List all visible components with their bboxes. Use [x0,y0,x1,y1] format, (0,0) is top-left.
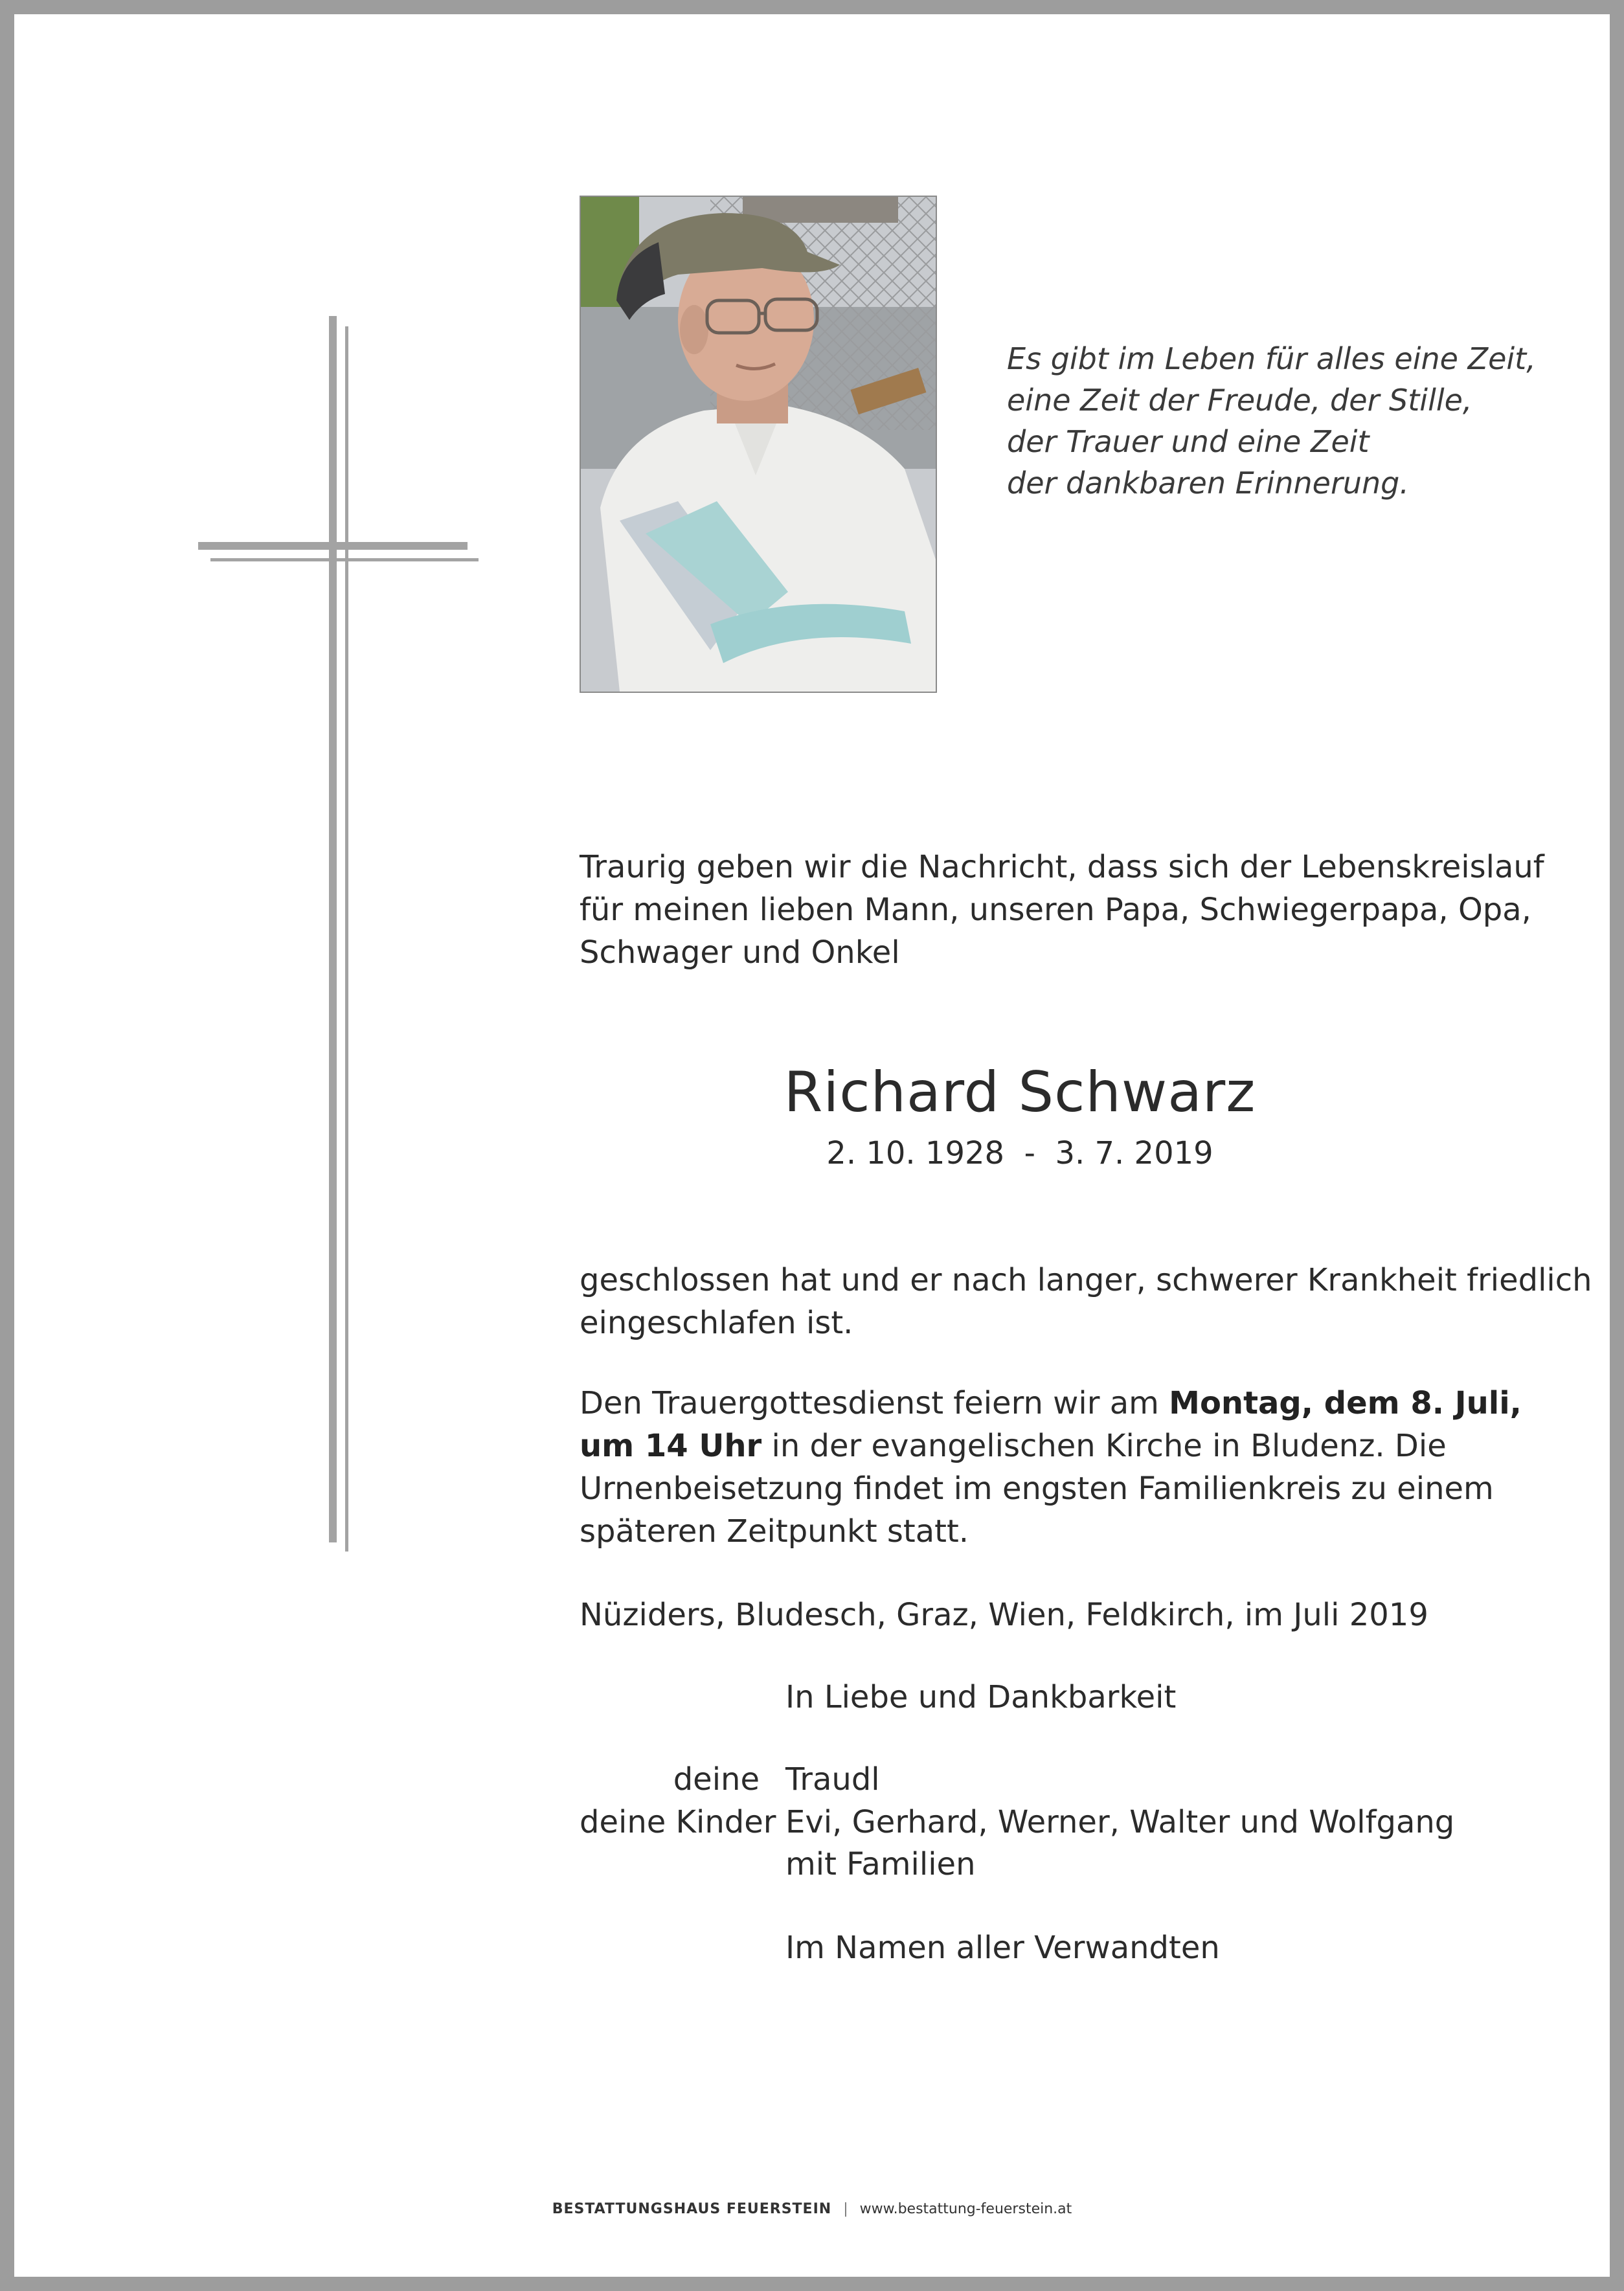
place-date: Nüziders, Bludesch, Graz, Wien, Feldkirch, im Juli 2019 [580,1597,1428,1633]
funeral-home-website: www.bestattung-feuerstein.at [859,2201,1072,2217]
service-text: Den Trauergottesdienst feiern wir am [580,1385,1169,1421]
funeral-home-name: BESTATTUNGSHAUS FEUERSTEIN [552,2201,832,2217]
passed-line: geschlossen hat und er nach langer, schwerer Krankheit friedlich [580,1262,1592,1298]
cross-horizontal-line [210,558,479,561]
service-time: um 14 Uhr [580,1428,762,1464]
wife-name: Traudl [785,1761,880,1798]
service-line: Urnenbeisetzung findet im engsten Familienkreis zu einem [580,1471,1494,1507]
signature-greeting: In Liebe und Dankbarkeit [785,1679,1177,1715]
poem-line: eine Zeit der Freude, der Stille, [1007,383,1472,418]
announcement-passed [580,1259,1592,1344]
memorial-poem [1007,338,1590,504]
portrait-illustration [581,197,936,692]
intro-line: für meinen lieben Mann, unseren Papa, Schwiegerpapa, Opa, [580,892,1531,928]
poem-line: der dankbaren Erinnerung. [1007,466,1409,501]
poem-line: Es gibt im Leben für alles eine Zeit, [1007,341,1536,376]
announcement-intro [580,846,1544,974]
intro-line: Schwager und Onkel [580,934,900,971]
service-line [580,1425,1522,1467]
relatives-line: Im Namen aller Verwandten [785,1930,1220,1966]
portrait-photo [580,196,937,693]
cross-vertical-line [345,326,348,1552]
life-dates: 2. 10. 1928 - 3. 7. 2019 [826,1135,1213,1171]
wife-label: deine [673,1761,760,1798]
poem-line: der Trauer und eine Zeit [1007,424,1370,459]
service-location: in der evangelischen Kirche in Bludenz. Die [761,1428,1447,1464]
footer-separator: | [843,2201,848,2217]
passed-line: eingeschlafen ist. [580,1305,853,1341]
children-families: mit Familien [785,1846,976,1882]
service-line: späteren Zeitpunkt statt. [580,1513,969,1550]
service-date: Montag, dem 8. Juli, [1169,1385,1522,1421]
funeral-service-info [580,1382,1522,1553]
footer [0,2201,1624,2217]
cross-vertical-bar [329,316,337,1542]
cross-horizontal-bar [198,542,468,550]
service-line [580,1382,1522,1425]
deceased-name: Richard Schwarz [784,1060,1256,1125]
children-label: deine Kinder [580,1804,776,1840]
children-names: Evi, Gerhard, Werner, Walter und Wolfgang [785,1804,1455,1840]
intro-line: Traurig geben wir die Nachricht, dass sich der Lebenskreislauf [580,849,1544,885]
